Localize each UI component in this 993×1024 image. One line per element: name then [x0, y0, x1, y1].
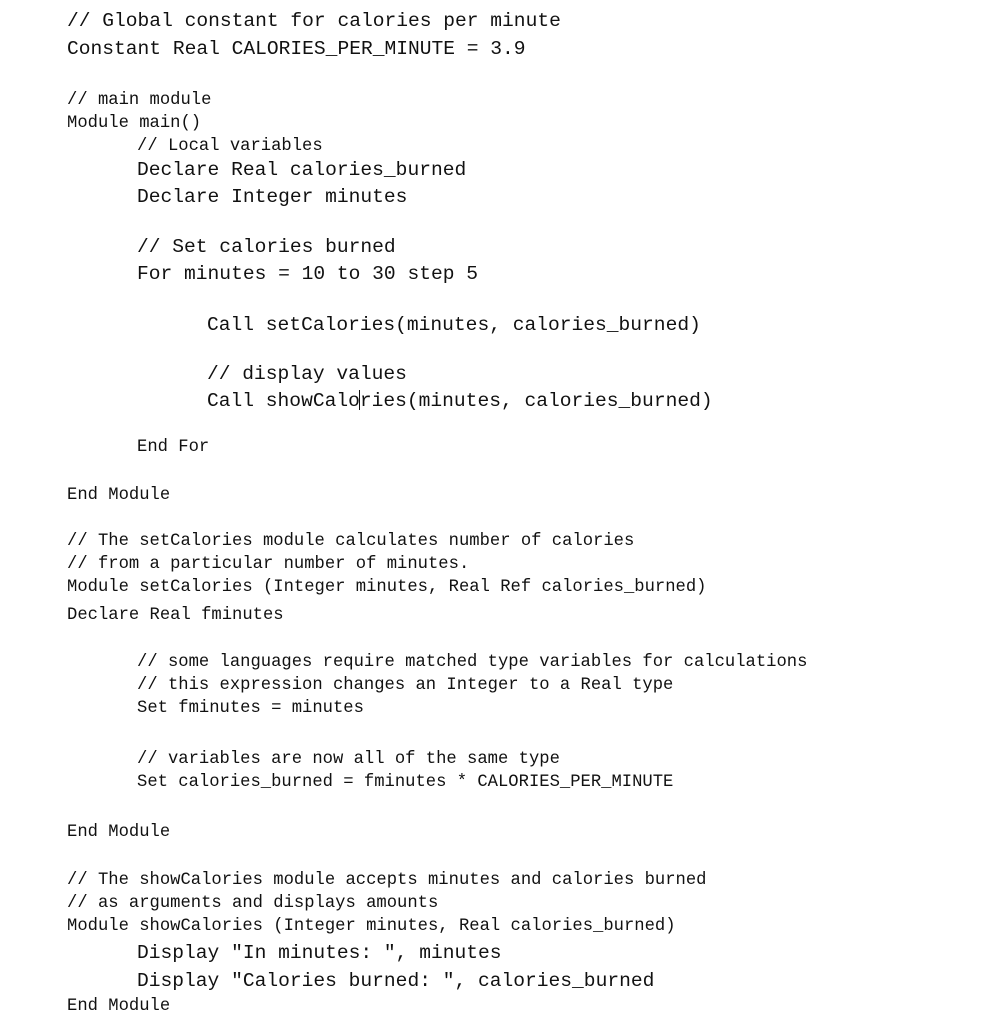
code-line-end-main: End Module: [67, 486, 171, 505]
code-line-show-doc-1: // The showCalories module accepts minutes and calories burned: [67, 871, 707, 890]
code-text-call-show-part1: Call showCalo: [207, 390, 360, 412]
code-line-local-vars-comment: // Local variables: [137, 137, 323, 156]
code-line-set-fminutes: Set fminutes = minutes: [137, 699, 364, 718]
code-line-end-set: End Module: [67, 823, 171, 842]
code-line-main-header: Module main(): [67, 114, 202, 133]
code-line-same-type-comment: // variables are now all of the same type: [137, 750, 560, 769]
code-line-type-comment-1: // some languages require matched type variables for calculations: [137, 653, 808, 672]
code-line-show-header: Module showCalories (Integer minutes, Real calories_burned): [67, 917, 676, 936]
code-line-call-set-calories: Call setCalories(minutes, calories_burned): [207, 314, 701, 336]
code-line-declare-calories: Declare Real calories_burned: [137, 159, 467, 181]
code-line-end-for: End For: [137, 438, 210, 457]
code-line-main-comment: // main module: [67, 91, 212, 110]
code-text-call-show-part2: ries(minutes, calories_burned): [359, 390, 713, 412]
code-line-call-show-calories: [207, 390, 713, 412]
code-line-display-calories: Display "Calories burned: ", calories_burned: [137, 970, 655, 992]
code-line-declare-minutes: Declare Integer minutes: [137, 186, 408, 208]
code-line-global-constant: Constant Real CALORIES_PER_MINUTE = 3.9: [67, 38, 526, 60]
code-line-for-loop: For minutes = 10 to 30 step 5: [137, 263, 478, 285]
code-line-set-doc-2: // from a particular number of minutes.: [67, 555, 470, 574]
code-line-set-calories-burned: Set calories_burned = fminutes * CALORIES_PER_MINUTE: [137, 773, 674, 792]
code-line-declare-fminutes: Declare Real fminutes: [67, 606, 284, 625]
code-line-display-comment: // display values: [207, 363, 407, 385]
code-line-end-show: End Module: [67, 997, 171, 1016]
code-line-set-doc-1: // The setCalories module calculates number of calories: [67, 532, 635, 551]
code-line-display-minutes: Display "In minutes: ", minutes: [137, 942, 502, 964]
code-line-set-calories-comment: // Set calories burned: [137, 236, 396, 258]
code-line-type-comment-2: // this expression changes an Integer to a Real type: [137, 676, 674, 695]
code-line-show-doc-2: // as arguments and displays amounts: [67, 894, 439, 913]
code-line-global-comment: // Global constant for calories per minute: [67, 10, 561, 32]
code-line-set-header: Module setCalories (Integer minutes, Real Ref calories_burned): [67, 578, 707, 597]
